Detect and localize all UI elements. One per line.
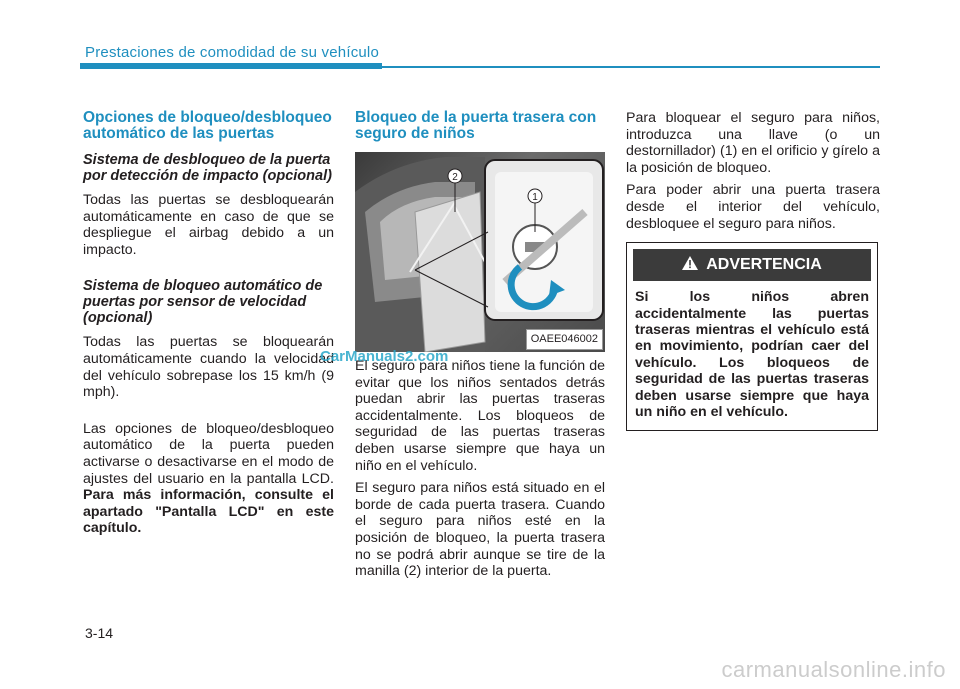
- child-lock-illustration: [355, 152, 605, 352]
- header-rule-thin: [380, 66, 880, 68]
- warning-box: [626, 242, 878, 431]
- callout-2-label: 2: [452, 172, 458, 183]
- watermark: CarManuals2.com: [320, 348, 449, 365]
- warning-title: ADVERTENCIA: [706, 255, 822, 273]
- warning-header: [633, 249, 871, 281]
- paragraph-lcd-options: [83, 421, 334, 537]
- callout-1-label: 1: [532, 192, 538, 203]
- heading-auto-lock-options: Opciones de bloqueo/desbloqueo automático de las puertas: [83, 109, 332, 142]
- figure-code: OAEE046002: [526, 329, 603, 350]
- paragraph-child-lock-function: El seguro para niños tiene la función de evitar que los niños sentados detrás puedan abrir las puertas traseras accidentalmente. Los bloqueos de seguridad de las puertas traseras deben usarse siempre que haya un niño en el vehículo.: [355, 358, 605, 474]
- subheading-impact-unlock: Sistema de desbloqueo de la puerta por detección de impacto (opcional): [83, 152, 332, 184]
- heading-child-lock: Bloqueo de la puerta trasera con seguro de niños: [355, 109, 597, 142]
- subheading-speed-lock: Sistema de bloqueo automático de puertas por sensor de velocidad (opcional): [83, 278, 323, 327]
- lcd-options-text: Las opciones de bloqueo/desbloqueo automático de la puerta pueden activarse o desactivarse en el modo de ajustes del usuario en la pantalla LCD.: [83, 420, 334, 487]
- paragraph-speed-lock: Todas las puertas se bloquearán automáticamente cuando la velocidad del vehículo sobrepase los 15 km/h (9 mph).: [83, 334, 334, 401]
- warning-text: Si los niños abren accidentalmente las puertas traseras mientras el vehículo está en movimiento, podrían caer del vehículo. Los bloqueos de seguridad de las puertas traseras deben usarse siempre que haya un niño en el vehículo.: [635, 289, 869, 420]
- footer-site-watermark: carmanualsonline.info: [721, 657, 946, 682]
- warning-triangle-icon: [682, 256, 698, 275]
- section-header-title: Prestaciones de comodidad de su vehículo: [85, 44, 380, 61]
- lcd-options-reference: Para más información, consulte el apartado "Pantalla LCD" en este capítulo.: [83, 487, 334, 537]
- paragraph-impact-unlock: Todas las puertas se desbloquearán automáticamente en caso de que se despliegue el airbag debido a un impacto.: [83, 192, 334, 258]
- paragraph-lock-child-lock: Para bloquear el seguro para niños, introduzca una llave (o un destornillador) (1) en el orificio y gírelo a la posición de bloqueo.: [626, 110, 880, 176]
- page-number: 3-14: [85, 625, 114, 641]
- column-left: [83, 110, 334, 543]
- header-rule-thick: [80, 63, 382, 69]
- paragraph-unlock-child-lock: Para poder abrir una puerta trasera desde el interior del vehículo, desbloquee el seguro para niños.: [626, 182, 880, 232]
- paragraph-child-lock-location: El seguro para niños está situado en el borde de cada puerta trasera. Cuando el seguro para niños esté en la posición de bloqueo, la puerta trasera no se podrá abrir aunque se tire de la manilla (2) interior de la puerta.: [355, 480, 605, 580]
- column-right: [626, 110, 880, 431]
- child-lock-drawing: [355, 152, 605, 352]
